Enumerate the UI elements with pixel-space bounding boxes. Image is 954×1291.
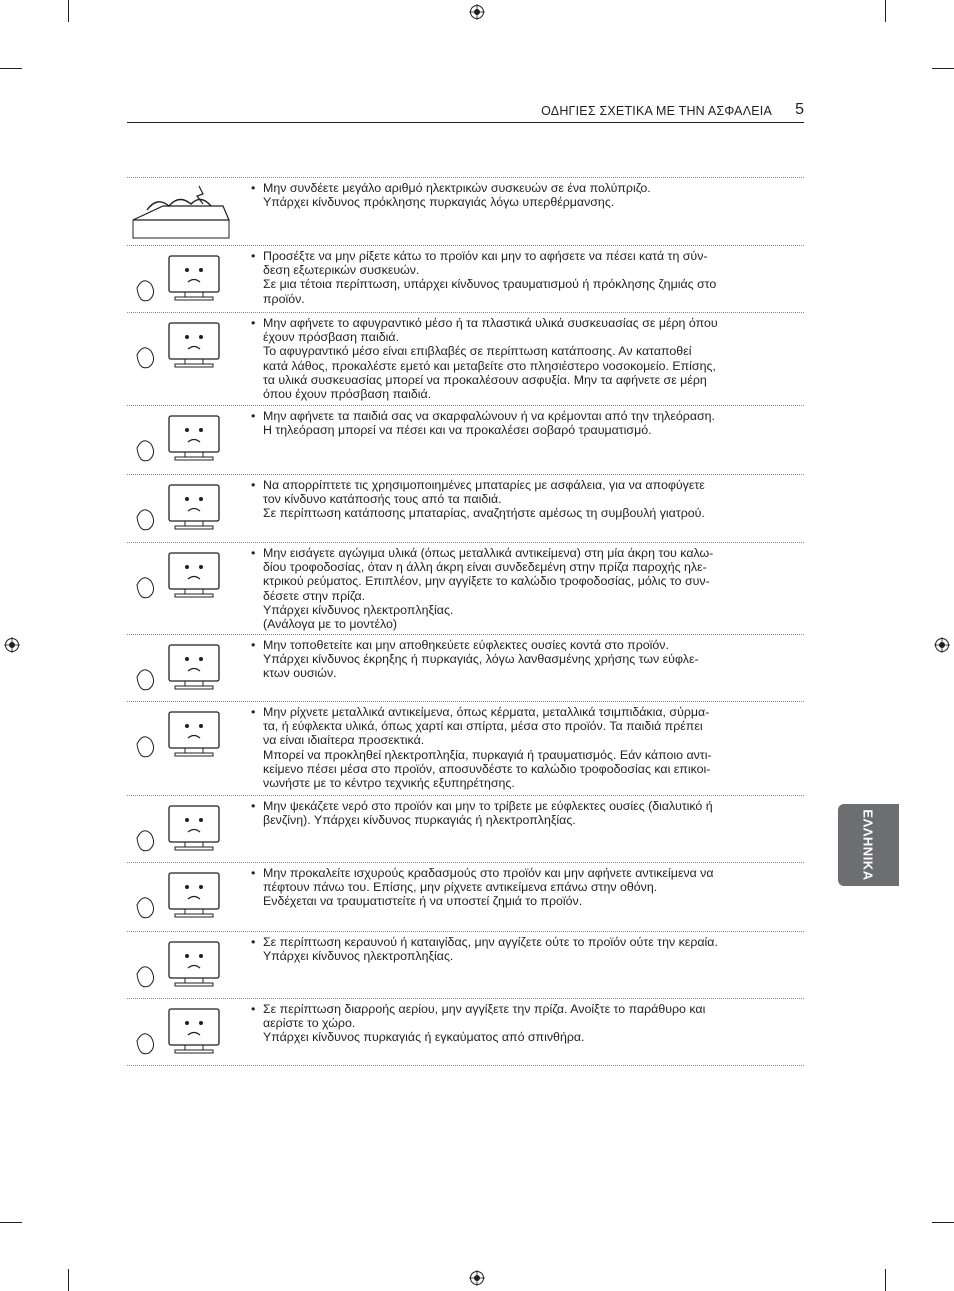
text-line: Σε περίπτωση κατάποσης μπαταρίας, αναζητήστε αμέσως τη συμβουλή γιατρού.: [263, 506, 705, 521]
text-line: βενζίνη). Υπάρχει κίνδυνος πυρκαγιάς ή ηλεκτροπληξίας.: [263, 813, 576, 828]
child-with-packaging-icon: [127, 315, 239, 375]
safety-item-text: [251, 478, 791, 521]
text-line: Το αφυγραντικό μέσο είναι επιβλαβές σε περίπτωση κατάποσης. Αν καταποθεί: [263, 344, 692, 359]
bullet: •: [251, 478, 256, 492]
crop-mark: [932, 1222, 954, 1223]
safety-item-text: [251, 316, 791, 401]
safety-item: [127, 863, 804, 932]
safety-item-text: [251, 409, 791, 437]
safety-item-text: [251, 638, 791, 681]
crop-mark: [932, 68, 954, 69]
safety-item: [127, 702, 804, 796]
crop-mark: [0, 1222, 22, 1223]
bullet: •: [251, 705, 256, 719]
page-header: [127, 100, 804, 123]
flammable-substances-icon: [127, 637, 239, 697]
bullet: •: [251, 181, 256, 195]
bullet: •: [251, 799, 256, 813]
registration-mark-icon: [4, 637, 20, 653]
text-line: Υπάρχει κίνδυνος ηλεκτροπληξίας.: [263, 949, 454, 964]
child-climbing-tv-icon: [127, 408, 239, 468]
safety-item-text: [251, 249, 791, 306]
dropped-tv-icon: [127, 248, 239, 308]
bullet: •: [251, 409, 256, 423]
text-line: δεση εξωτερικών συσκευών.: [263, 263, 420, 278]
text-line: Μην ψεκάζετε νερό στο προϊόν και μην το τρίβετε με εύφλεκτες ουσίες (διαλυτικό ή: [263, 799, 713, 813]
text-line: έχουν πρόσβαση παιδιά.: [263, 330, 399, 345]
safety-item-text: [251, 935, 791, 963]
bullet: •: [251, 935, 256, 949]
text-line: Υπάρχει κίνδυνος έκρηξης ή πυρκαγιάς, λόγω λανθασμένης χρήσης των εύφλε-: [263, 652, 699, 667]
safety-item: [127, 999, 804, 1066]
crop-mark: [885, 1269, 886, 1291]
safety-item: [127, 246, 804, 313]
language-tab: [838, 804, 899, 886]
text-line: όπου έχουν πρόσβαση παιδιά.: [263, 387, 432, 402]
text-line: Υπάρχει κίνδυνος πρόκλησης πυρκαγιάς λόγω υπερθέρμανσης.: [263, 195, 615, 210]
text-line: Η τηλεόραση μπορεί να πέσει και να προκαλέσει σοβαρό τραυματισμό.: [263, 423, 652, 438]
safety-item: [127, 543, 804, 635]
text-line: Υπάρχει κίνδυνος ηλεκτροπληξίας.: [263, 602, 454, 617]
text-line: Να απορρίπτετε τις χρησιμοποιημένες μπαταρίες με ασφάλεια, για να αποφύγετε: [263, 478, 705, 492]
text-line: Μην προκαλείτε ισχυρούς κραδασμούς στο προϊόν και μην αφήνετε αντικείμενα να: [263, 866, 714, 880]
safety-item-text: [251, 546, 791, 631]
safety-item-text: [251, 866, 791, 909]
text-line: Μπορεί να προκληθεί ηλεκτροπληξία, πυρκαγιά ή τραυματισμός. Εάν κάποιο αντι-: [263, 747, 712, 762]
registration-mark-icon: [469, 1270, 485, 1286]
safety-item-text: [251, 705, 791, 790]
text-line: κατά λάθος, προκαλέστε εμετό και μεταβείτε στο πλησιέστερο νοσοκομείο. Επίσης,: [263, 358, 716, 373]
text-line: τα υλικά συσκευασίας μπορεί να προκαλέσουν ασφυξία. Μην τα αφήνετε σε μέρη: [263, 372, 707, 387]
overloaded-power-strip-icon: [127, 180, 239, 240]
text-line: αερίστε το χώρο.: [263, 1016, 356, 1031]
safety-item: [127, 406, 804, 475]
text-line: Υπάρχει κίνδυνος πυρκαγιάς ή εγκαύματος από σπινθήρα.: [263, 1030, 585, 1045]
crop-mark: [68, 1269, 69, 1291]
bullet: •: [251, 866, 256, 880]
page-number: 5: [795, 101, 804, 118]
language-tab-label: ΕΛΛΗΝΙΚΑ: [860, 809, 876, 881]
text-line: Σε περίπτωση κεραυνού ή καταιγίδας, μην αγγίζετε ούτε το προϊόν ούτε την κεραία.: [263, 935, 718, 949]
text-line: πέφτουν πάνω του. Επίσης, μην ρίχνετε αντικείμενα επάνω στην οθόνη.: [263, 880, 658, 895]
impact-on-screen-icon: [127, 865, 239, 925]
text-line: Σε περίπτωση διαρροής αερίου, μην αγγίξετε την πρίζα. Ανοίξτε το παράθυρο και: [263, 1002, 706, 1016]
registration-mark-icon: [934, 637, 950, 653]
text-line: Μην εισάγετε αγώγιμα υλικά (όπως μεταλλικά αντικείμενα) στη μία άκρη του καλω-: [263, 546, 714, 560]
text-line: νωνήστε με το κέντρο τεχνικής εξυπηρέτησης.: [263, 776, 515, 791]
safety-item-text: [251, 181, 791, 209]
text-line: κτρικού ρεύματος. Επιπλέον, μην αγγίξετε το καλώδιο τροφοδοσίας, μόλις το συν-: [263, 574, 710, 589]
text-line: Μην αφήνετε το αφυγραντικό μέσο ή τα πλαστικά υλικά συσκευασίας σε μέρη όπου: [263, 316, 718, 330]
text-line: τον κίνδυνο κατάποσής τους από τα παιδιά.: [263, 492, 502, 507]
text-line: δίου τροφοδοσίας, όταν η άλλη άκρη είναι συνδεδεμένη στην πρίζα παροχής ηλε-: [263, 560, 707, 575]
bullet: •: [251, 1002, 256, 1016]
safety-item: [127, 178, 804, 246]
battery-disposal-icon: [127, 477, 239, 537]
text-line: Προσέξτε να μην ρίξετε κάτω το προϊόν και μην το αφήσετε να πέσει κατά τη σύν-: [263, 249, 708, 263]
bullet: •: [251, 249, 256, 263]
safety-item: [127, 635, 804, 702]
bullet: •: [251, 316, 256, 330]
bullet: •: [251, 638, 256, 652]
metal-objects-in-tv-icon: [127, 704, 239, 764]
safety-item: [127, 475, 804, 543]
power-cord-plug-icon: [127, 545, 239, 605]
text-line: δέσετε στην πρίζα.: [263, 588, 366, 603]
bullet: •: [251, 546, 256, 560]
crop-mark: [68, 0, 69, 22]
safety-item: [127, 932, 804, 999]
text-line: Σε μια τέτοια περίπτωση, υπάρχει κίνδυνος τραυματισμού ή πρόκλησης ζημιάς στο: [263, 277, 717, 292]
crop-mark: [885, 0, 886, 22]
safety-item-text: [251, 799, 791, 827]
text-line: Μην τοποθετείτε και μην αποθηκεύετε εύφλεκτες ουσίες κοντά στο προϊόν.: [263, 638, 669, 652]
text-line: να είναι ιδιαίτερα προσεκτικά.: [263, 733, 425, 748]
registration-mark-icon: [469, 4, 485, 20]
text-line: Ενδέχεται να τραυματιστείτε ή να υποστεί ζημιά το προϊόν.: [263, 894, 583, 909]
text-line: Μην συνδέετε μεγάλο αριθμό ηλεκτρικών συσκευών σε ένα πολύπριζο.: [263, 181, 651, 195]
safety-item-text: [251, 1002, 791, 1045]
safety-item: [127, 796, 804, 863]
lightning-storm-icon: [127, 934, 239, 994]
text-line: κείμενο πέσει μέσα στο προϊόν, αποσυνδέστε το καλώδιο τροφοδοσίας και επικοι-: [263, 761, 711, 776]
text-line: Μην ρίχνετε μεταλλικά αντικείμενα, όπως κέρματα, μεταλλικά τσιμπιδάκια, σύρμα-: [263, 705, 710, 719]
gas-leak-plug-icon: [127, 1001, 239, 1061]
safety-instructions-list: [127, 177, 804, 1066]
text-line: τα, ή εύφλεκτα υλικά, όπως χαρτί και σπίρτα, μέσα στο προϊόν. Τα παιδιά πρέπει: [263, 719, 703, 734]
text-line: Μην αφήνετε τα παιδιά σας να σκαρφαλώνουν ή να κρέμονται από την τηλεόραση.: [263, 409, 715, 423]
section-title: ΟΔΗΓΙΕΣ ΣΧΕΤΙΚΑ ΜΕ ΤΗΝ ΑΣΦΑΛΕΙΑ: [541, 104, 772, 118]
text-line: κτων ουσιών.: [263, 666, 337, 681]
text-line: προϊόν.: [263, 291, 305, 306]
safety-item: [127, 313, 804, 406]
spraying-water-icon: [127, 798, 239, 858]
text-line: (Ανάλογα με το μοντέλο): [263, 617, 398, 632]
crop-mark: [0, 68, 22, 69]
